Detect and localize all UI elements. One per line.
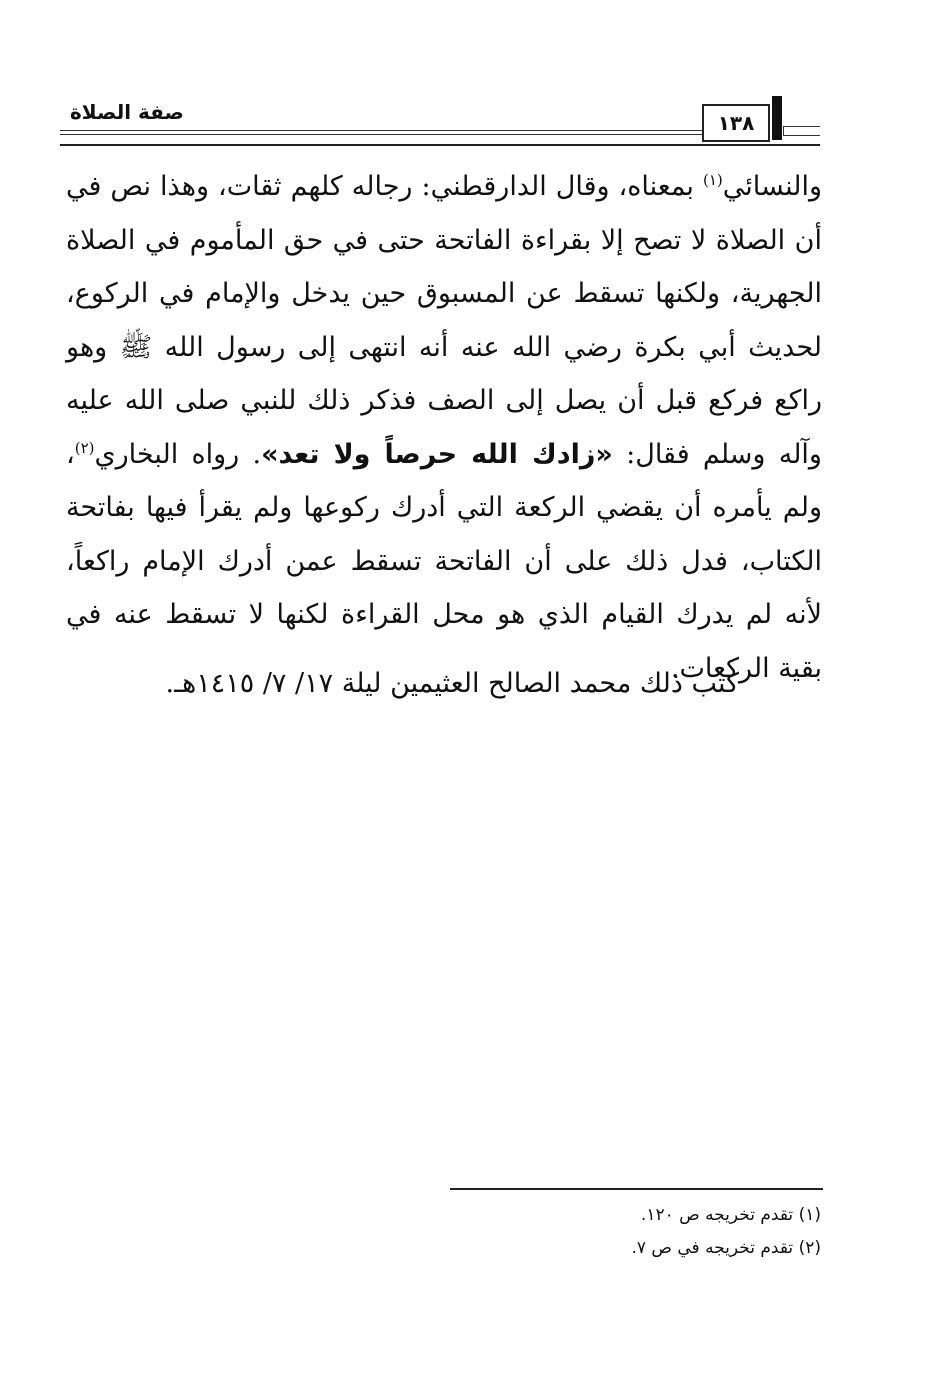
text-segment: والنسائي bbox=[722, 171, 822, 202]
paragraph bbox=[66, 160, 822, 695]
footnote-ref-2: (٢) bbox=[74, 438, 95, 457]
page-number-bar bbox=[772, 96, 782, 140]
footnotes bbox=[631, 1205, 821, 1271]
footnote-ref-1: (١) bbox=[702, 171, 723, 189]
text-segment: بمعناه، وقال الدارقطني: رجاله كلهم ثقات، وهذا نص في أن الصلاة لا تصح إلا بقراءة الفاتحة حتى في حق المأموم في الصلاة الجهرية، ولكنها تسقط عن المسبوق حين يدخل والإمام في الركوع، لحديث أبي بكرة رضي الله عنه أنه انتهى إلى رسول الله ﷺ وهو راكع فركع قبل أن يصل إلى الصف فذكر ذلك للنبي صلى الله عليه وآله وسلم فقال: bbox=[66, 171, 822, 470]
book-title: صفة الصلاة bbox=[70, 100, 184, 124]
page-number: ١٣٨ bbox=[702, 104, 770, 142]
footnote-text: تقدم تخريجه ص ١٢٠. bbox=[640, 1205, 794, 1225]
text-segment: . رواه البخاري bbox=[94, 438, 262, 470]
footnote-text: تقدم تخريجه في ص ٧. bbox=[631, 1238, 794, 1258]
footnote bbox=[631, 1205, 821, 1225]
footnote-separator bbox=[450, 1188, 823, 1190]
hadith-quote: «زادك الله حرصاً ولا تعد» bbox=[261, 438, 613, 470]
footnote-mark: (٢) bbox=[798, 1238, 821, 1258]
footnote bbox=[631, 1238, 821, 1258]
footnote-mark: (١) bbox=[798, 1205, 821, 1225]
page-header bbox=[60, 92, 820, 152]
signature-line: كتب ذلك محمد الصالح العثيمين ليلة ١٧/ ٧/ ١٤١٥هـ. bbox=[165, 668, 739, 699]
header-right-rule bbox=[783, 126, 820, 136]
main-text bbox=[66, 160, 822, 695]
text-segment: ، ولم يأمره أن يقضي الركعة التي أدرك ركوعها ولم يقرأ فيها بفاتحة الكتاب، فدل ذلك على أن الفاتحة تسقط عمن أدرك الإمام راكعاً، لأنه لم يدرك القيام الذي هو محل القراءة لكنها لا تسقط عنه في بقية الركعات. bbox=[66, 438, 822, 684]
header-double-rule bbox=[60, 130, 702, 135]
header-bottom-rule bbox=[60, 144, 820, 146]
